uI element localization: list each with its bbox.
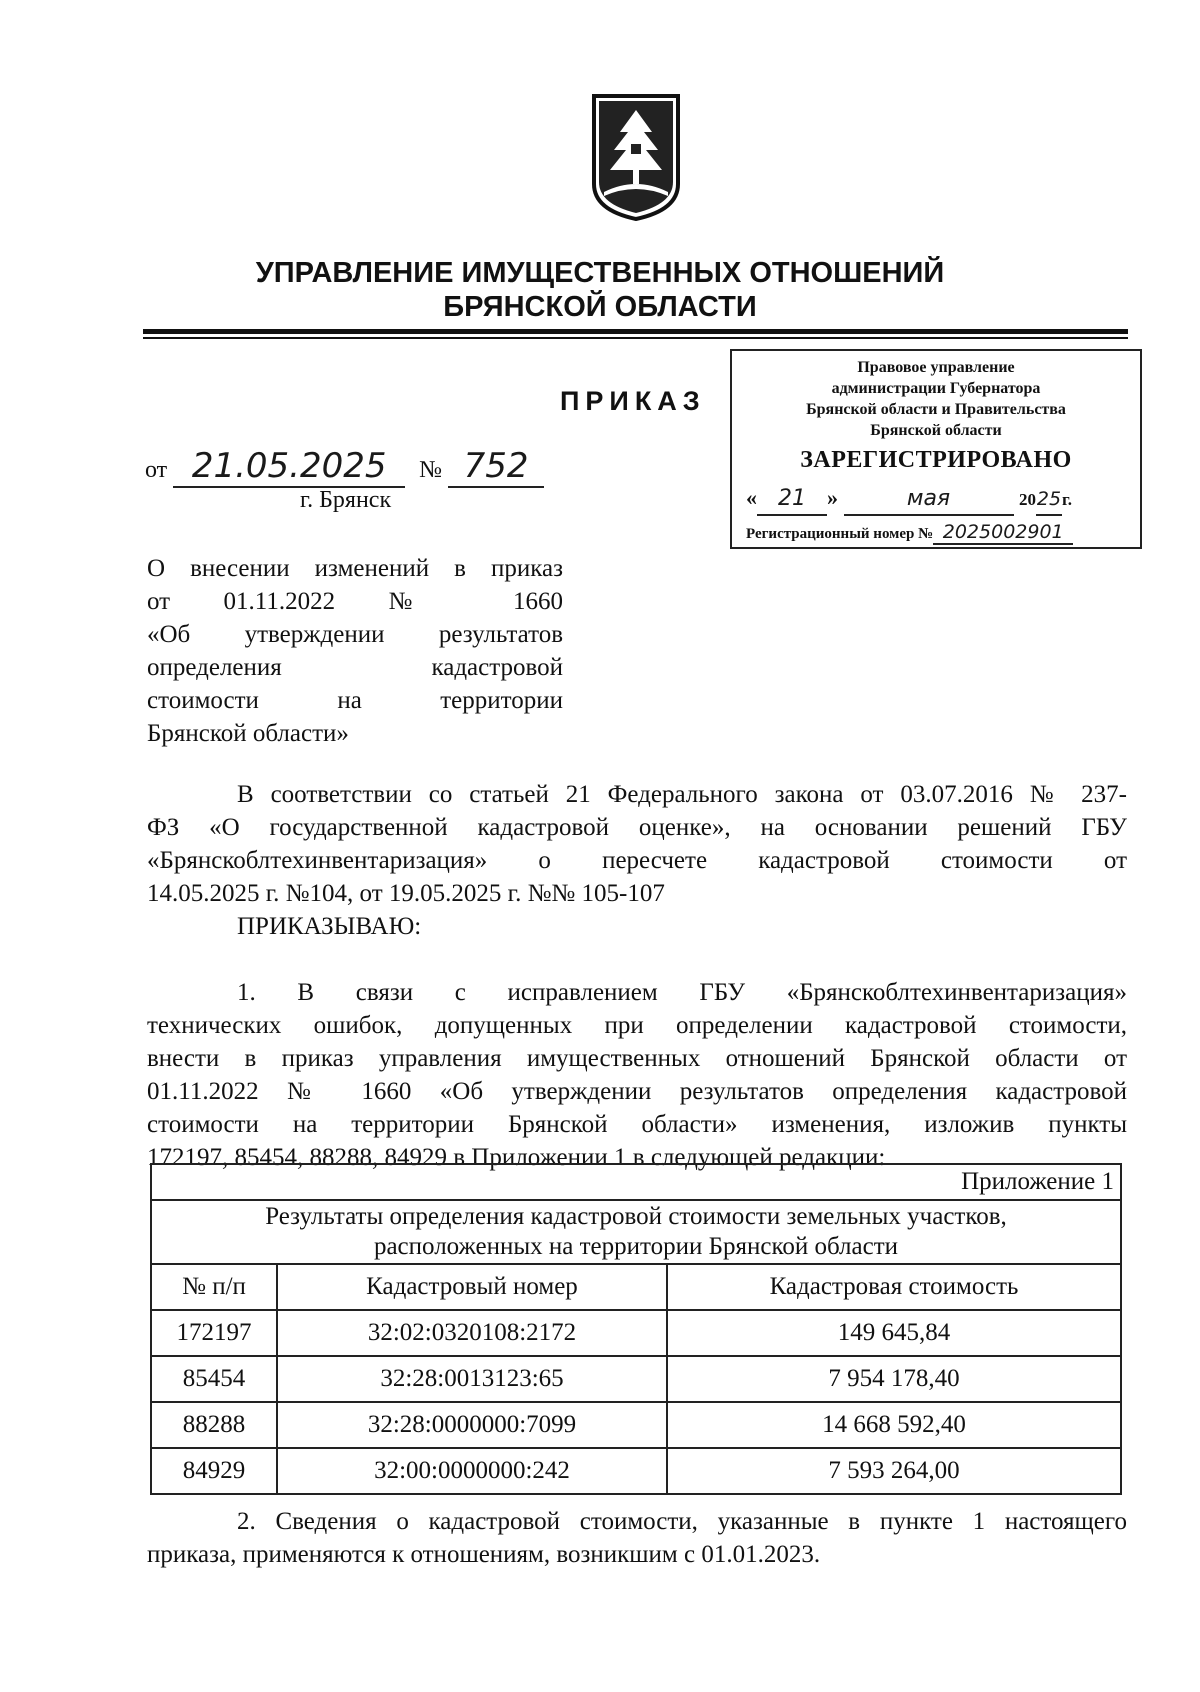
point-1 <box>147 976 1127 1174</box>
stamp-year-prefix: 20 <box>1019 490 1036 509</box>
point-2 <box>147 1505 1127 1571</box>
order-city: г. Брянск <box>300 487 392 513</box>
point1-line: стоимости на территории Брянской области» изменения, изложив пункты <box>147 1111 1127 1138</box>
stamp-day: 21 <box>757 484 827 516</box>
stamp-year-unit: г. <box>1062 490 1073 509</box>
stamp-registration <box>732 522 1140 545</box>
stamp-line-3: Брянской области и Правительства <box>806 401 1066 418</box>
table-cell: 149 645,84 <box>667 1310 1121 1356</box>
table-row <box>151 1356 1121 1402</box>
point1-line: 01.11.2022 № 1660 «Об утверждении результатов определения кадастровой <box>147 1078 1127 1105</box>
subject-line: Брянской области» <box>147 720 349 747</box>
table-title <box>151 1200 1121 1264</box>
preamble-line: «Брянскоблтехинвентаризация» о пересчете кадастровой стоимости от <box>147 847 1127 874</box>
table-cell: 85454 <box>151 1356 277 1402</box>
stamp-year-suffix: 25 <box>1036 484 1062 516</box>
table-cell: 7 593 264,00 <box>667 1448 1121 1494</box>
registration-stamp <box>730 349 1142 549</box>
table-cell: 7 954 178,40 <box>667 1356 1121 1402</box>
order-number: 752 <box>448 446 544 488</box>
column-header: № п/п <box>151 1264 277 1310</box>
preamble <box>147 778 1127 943</box>
header-rule-thin <box>143 337 1128 339</box>
number-prefix: № <box>419 457 443 483</box>
column-header: Кадастровая стоимость <box>667 1264 1121 1310</box>
table-cell: 32:28:0000000:7099 <box>277 1402 667 1448</box>
point1-line: технических ошибок, допущенных при определении кадастровой стоимости, <box>147 1012 1127 1039</box>
org-line-2: БРЯНСКОЙ ОБЛАСТИ <box>443 291 757 323</box>
order-date-number <box>145 446 544 488</box>
stamp-date: « 21 » мая 2025г. <box>732 483 1140 516</box>
subject-line: «Об утверждении результатов <box>147 621 563 648</box>
point2-line: 2. Сведения о кадастровой стоимости, указанные в пункте 1 настоящего <box>237 1508 1127 1535</box>
organization-name <box>0 256 1200 324</box>
table-appendix: Приложение 1 <box>151 1164 1121 1200</box>
subject-line: от 01.11.2022 № 1660 <box>147 588 563 615</box>
stamp-month: мая <box>844 484 1014 516</box>
table-row <box>151 1402 1121 1448</box>
point2-line: приказа, применяются к отношениям, возникшим с 01.01.2023. <box>147 1541 821 1568</box>
stamp-line-4: Брянской области <box>870 422 1002 439</box>
preamble-line: 14.05.2025 г. №104, от 19.05.2025 г. №№ 105-107 <box>147 880 665 907</box>
table-title-line-1: Результаты определения кадастровой стоимости земельных участков, <box>265 1203 1007 1230</box>
table-cell: 88288 <box>151 1402 277 1448</box>
stamp-reg-number: 2025002901 <box>933 522 1073 545</box>
document-title: ПРИКАЗ <box>560 386 706 416</box>
table-cell: 84929 <box>151 1448 277 1494</box>
preamble-line: В соответствии со статьей 21 Федерального закона от 03.07.2016 № 237- <box>237 781 1127 808</box>
stamp-line-2: администрации Губернатора <box>831 380 1041 397</box>
stamp-reg-label: Регистрационный номер № <box>746 526 934 542</box>
stamp-line-1: Правовое управление <box>857 359 1015 376</box>
stamp-status: ЗАРЕГИСТРИРОВАНО <box>800 447 1072 473</box>
table-row <box>151 1448 1121 1494</box>
cadastral-value-table <box>150 1163 1122 1495</box>
subject-line: О внесении изменений в приказ <box>147 555 563 582</box>
table-cell: 32:00:0000000:242 <box>277 1448 667 1494</box>
table-header-row <box>151 1264 1121 1310</box>
header-rule-thick <box>143 329 1128 334</box>
date-prefix: от <box>145 457 168 483</box>
table-title-line-2: расположенных на территории Брянской области <box>373 1233 899 1260</box>
column-header: Кадастровый номер <box>277 1264 667 1310</box>
point1-line: 1. В связи с исправлением ГБУ «Брянскоблтехинвентаризация» <box>237 979 1127 1006</box>
table-appendix-row <box>151 1164 1121 1200</box>
table-cell: 32:28:0013123:65 <box>277 1356 667 1402</box>
org-line-1: УПРАВЛЕНИЕ ИМУЩЕСТВЕННЫХ ОТНОШЕНИЙ <box>255 257 945 289</box>
order-date: 21.05.2025 <box>173 446 405 488</box>
subject-line: определения кадастровой <box>147 654 563 681</box>
point1-line: внести в приказ управления имущественных отношений Брянской области от <box>147 1045 1127 1072</box>
table-cell: 14 668 592,40 <box>667 1402 1121 1448</box>
point1-line: 172197, 85454, 88288, 84929 в Приложении 1 в следующей редакции: <box>147 1144 886 1171</box>
subject-line: стоимости на территории <box>147 687 563 714</box>
table-cell: 32:02:0320108:2172 <box>277 1310 667 1356</box>
table-cell: 172197 <box>151 1310 277 1356</box>
table-row <box>151 1310 1121 1356</box>
preamble-line: ФЗ «О государственной кадастровой оценке», на основании решений ГБУ <box>147 814 1127 841</box>
bryansk-coat-of-arms-icon <box>590 92 682 222</box>
order-subject <box>147 552 563 750</box>
order-word: ПРИКАЗЫВАЮ: <box>237 913 422 940</box>
table-title-row <box>151 1200 1121 1264</box>
